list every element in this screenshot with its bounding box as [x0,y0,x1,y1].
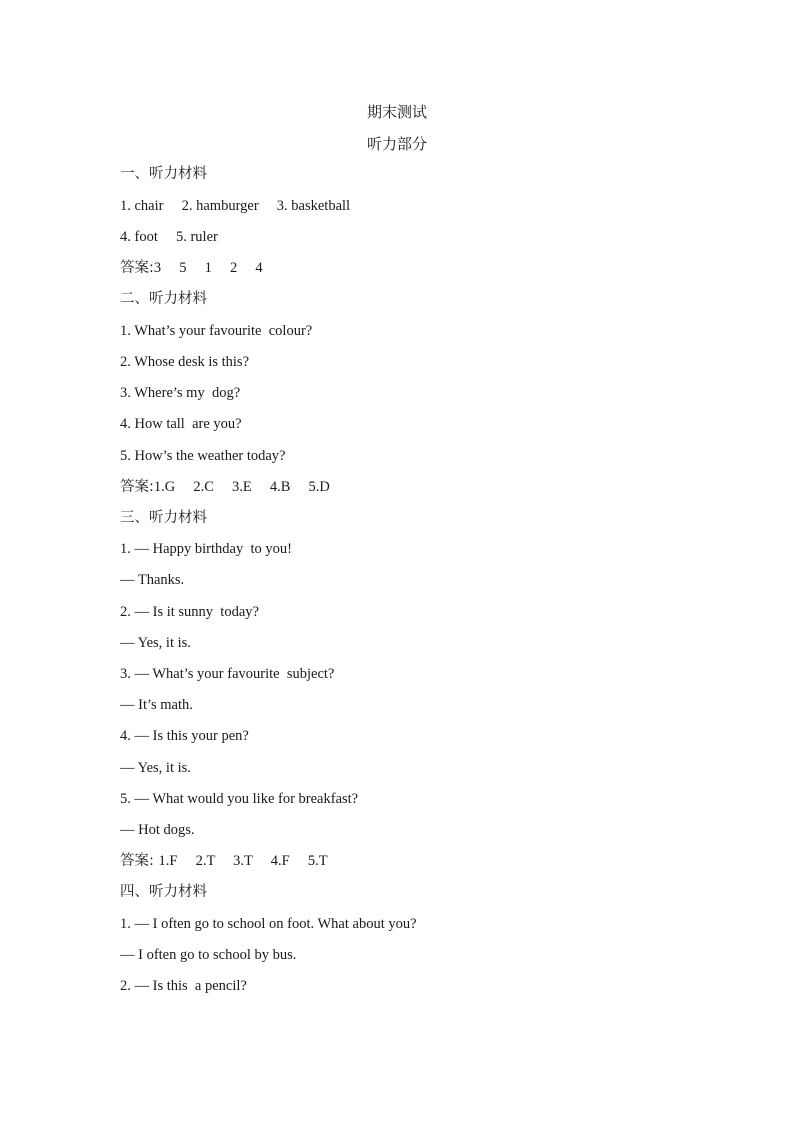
section3-dialogue-1b: — Thanks. [120,572,185,588]
section2-question-3: 3. Where’s my dog? [120,385,241,401]
section1-line-1: 1. chair 2. hamburger 3. basketball [120,198,351,214]
section-heading-4: 四、听力材料 [120,884,207,900]
section3-dialogue-2a: 2. — Is it sunny today? [120,604,259,620]
section3-answer [120,852,328,870]
answer-label: 答案: [120,853,159,869]
section1-line-2: 4. foot 5. ruler [120,229,218,245]
page-title: 期末测试 [366,103,427,121]
section1-answer [120,259,263,277]
section2-answer [120,478,330,496]
section3-dialogue-5b: — Hot dogs. [120,822,195,838]
section3-dialogue-1a: 1. — Happy birthday to you! [120,541,292,557]
section4-dialogue-1a: 1. — I often go to school on foot. What about you? [120,916,417,932]
section3-dialogue-4b: — Yes, it is. [120,760,191,776]
section3-dialogue-3a: 3. — What’s your favourite subject? [120,666,335,682]
section-heading-2: 二、听力材料 [120,291,207,307]
answer-label: 答案: [120,479,154,495]
page-subtitle: 听力部分 [366,135,427,153]
section4-dialogue-1b: — I often go to school by bus. [120,947,297,963]
answer-values: 3 5 1 2 4 [153,260,263,276]
answer-values: 1.F 2.T 3.T 4.F 5.T [158,853,328,869]
answer-label: 答案: [120,260,154,276]
answer-values: 1.G 2.C 3.E 4.B 5.D [153,479,330,495]
section4-dialogue-2a: 2. — Is this a pencil? [120,978,247,994]
section-heading-3: 三、听力材料 [120,510,207,526]
section3-dialogue-5a: 5. — What would you like for breakfast? [120,791,359,807]
section3-dialogue-3b: — It’s math. [120,697,193,713]
section2-question-4: 4. How tall are you? [120,416,242,432]
section-heading-1: 一、听力材料 [120,166,207,182]
section2-question-2: 2. Whose desk is this? [120,354,250,370]
section3-dialogue-4a: 4. — Is this your pen? [120,728,249,744]
section2-question-5: 5. How’s the weather today? [120,448,286,464]
section2-question-1: 1. What’s your favourite colour? [120,323,313,339]
section3-dialogue-2b: — Yes, it is. [120,635,191,651]
